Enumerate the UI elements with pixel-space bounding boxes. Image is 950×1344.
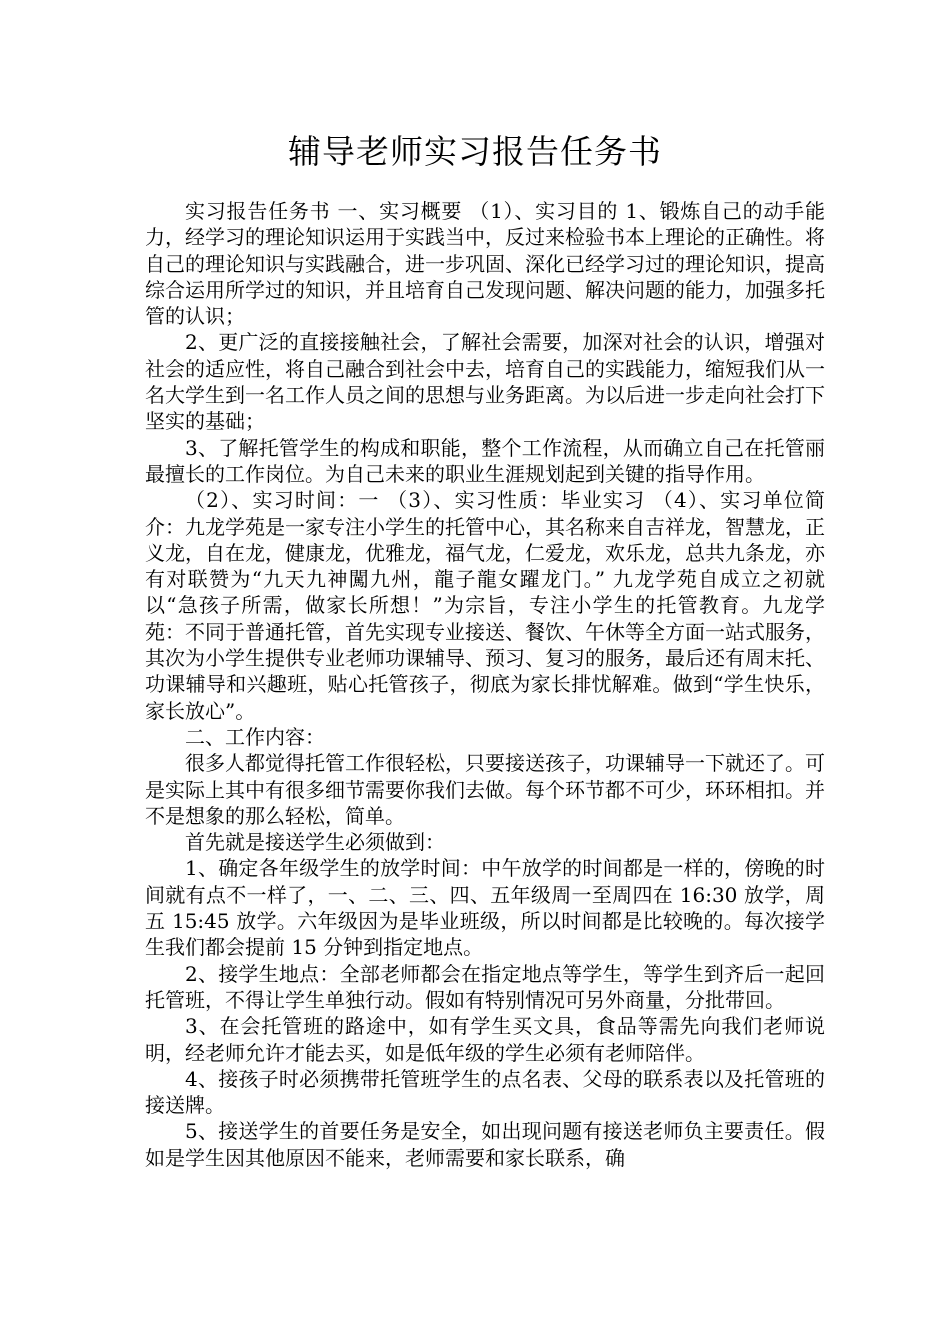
- document-body: [145, 198, 825, 1171]
- paragraph-purpose-3: 3、了解托管学生的构成和职能，整个工作流程，从而确立自己在托管丽最擅长的工作岗位。为自己未来的职业生涯规划起到关键的指导作用。: [145, 435, 825, 486]
- paragraph-pickup-item-1: 1、确定各年级学生的放学时间：中午放学的时间都是一样的，傍晚的时间就有点不一样了，一、二、三、四、五年级周一至周四在 16:30 放学，周五 15:45 放学。六年级因为是毕业班级，所以时间都是比较晚的。每次接学生我们都会提前 15 分钟到指定地点。: [145, 856, 825, 960]
- paragraph-pickup-item-3: 3、在会托管班的路途中，如有学生买文具，食品等需先向我们老师说明，经老师允许才能去买，如是低年级的学生必须有老师陪伴。: [145, 1014, 825, 1065]
- paragraph-pickup-item-4: 4、接孩子时必须携带托管班学生的点名表、父母的联系表以及托管班的接送牌。: [145, 1066, 825, 1118]
- paragraph-pickup-intro: 首先就是接送学生必须做到：: [185, 830, 445, 855]
- paragraph-work-overview: 很多人都觉得托管工作很轻松，只要接送孩子，功课辅导一下就还了。可是实际上其中有很多细节需要你我们去做。每个环节都不可少，环环相扣。并不是想象的那么轻松，简单。: [145, 751, 825, 828]
- paragraph-unit-introduction: （2）、实习时间：一 （3）、实习性质：毕业实习 （4）、实习单位简介：九龙学苑是一家专注小学生的托管中心，其名称来自吉祥龙，智慧龙，正义龙，自在龙，健康龙，优雅龙，福气龙，仁爱龙，欢乐龙，总共九条龙，亦有对联赞为“九天九神闖九州，龍子龍女躍龙门。” 九龙学苑自成立之初就以“急孩子所需，做家长所想！”为宗旨，专注小学生的托管教育。九龙学苑：不同于普通托管，首先实现专业接送、餐饮、午休等全方面一站式服务，其次为小学生提供专业老师功课辅导、预习、复习的服务，最后还有周末托、功课辅导和兴趣班，贴心托管孩子，彻底为家长排忧解难。做到“学生快乐，家长放心”。: [145, 488, 825, 723]
- section-heading-work-content: 二、工作内容：: [185, 724, 325, 749]
- paragraph-purpose-2: 2、更广泛的直接接触社会，了解社会需要，加深对社会的认识，增强对社会的适应性，将自己融合到社会中去，培育自己的实践能力，缩短我们从一名大学生到一名工作人员之间的思想与业务距离。为以后进一步走向社会打下坚实的基础；: [145, 330, 825, 434]
- paragraph-intro-purpose-1: 实习报告任务书 一、实习概要 （1）、实习目的 1、锻炼自己的动手能力，经学习的理论知识运用于实践当中，反过来检验书本上理论的正确性。将自己的理论知识与实践融合，进一步巩固、深化已经学习过的理论知识，提高综合运用所学过的知识，并且培育自己发现问题、解决问题的能力，加强多托管的认识；: [145, 199, 825, 329]
- document-title: 辅导老师实习报告任务书: [288, 132, 662, 171]
- paragraph-pickup-item-5: 5、接送学生的首要任务是安全，如出现问题有接送老师负主要责任。假如是学生因其他原因不能来，老师需要和家长联系，确: [145, 1119, 825, 1170]
- paragraph-pickup-item-2: 2、接学生地点：全部老师都会在指定地点等学生，等学生到齐后一起回托管班，不得让学生单独行动。假如有特别情况可另外商量，分批带回。: [145, 961, 825, 1012]
